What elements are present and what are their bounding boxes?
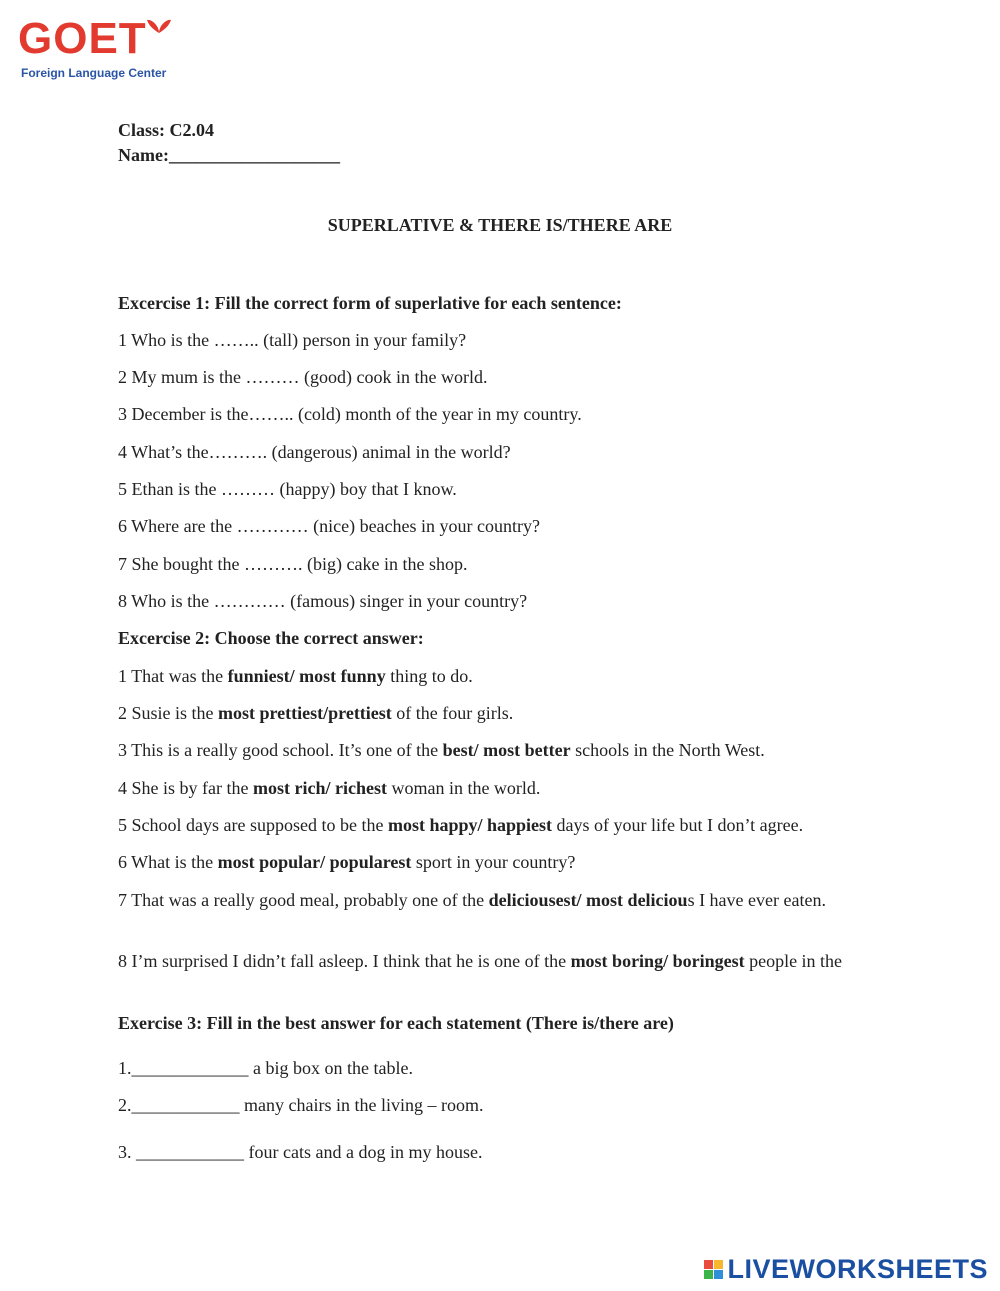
- exercise2-item: 5 School days are supposed to be the most happy/ happiest days of your life but I don’t agree.: [118, 815, 804, 835]
- exercise2-item: 4 She is by far the most rich/ richest woman in the world.: [118, 778, 541, 798]
- exercise1-item: 4 What’s the………. (dangerous) animal in the world?: [118, 442, 511, 462]
- class-line: Class: C2.04: [118, 120, 215, 140]
- exercise2-item: 6 What is the most popular/ popularest sport in your country?: [118, 852, 576, 872]
- exercise1-item: 5 Ethan is the ……… (happy) boy that I know.: [118, 479, 457, 499]
- exercise1-item: 2 My mum is the ……… (good) cook in the world.: [118, 367, 488, 387]
- goet-logo: [18, 14, 178, 86]
- exercise1-heading: Excercise 1: Fill the correct form of superlative for each sentence:: [118, 293, 622, 313]
- logo-wordmark: GOET: [18, 14, 147, 63]
- exercise2-item: 8 I’m surprised I didn’t fall asleep. I think that he is one of the most boring/ boringest people in the: [118, 951, 843, 971]
- page-title: SUPERLATIVE & THERE IS/THERE ARE: [327, 215, 673, 235]
- liveworksheets-logo-icon: [704, 1260, 723, 1279]
- exercise2-heading: Excercise 2: Choose the correct answer:: [118, 628, 424, 648]
- exercise1-item: 7 She bought the ………. (big) cake in the shop.: [118, 554, 468, 574]
- liveworksheets-wordmark: LIVEWORKSHEETS: [727, 1253, 988, 1284]
- exercise2-item: 7 That was a really good meal, probably one of the deliciousest/ most delicious I have ever eaten.: [118, 890, 826, 910]
- exercise1-item: 8 Who is the ………… (famous) singer in your country?: [118, 591, 528, 611]
- leaf-icon: [146, 16, 172, 34]
- liveworksheets-brand: [704, 1255, 988, 1283]
- exercise3-heading: Exercise 3: Fill in the best answer for each statement (There is/there are): [118, 1013, 674, 1033]
- exercise2-item: 1 That was the funniest/ most funny thing to do.: [118, 666, 473, 686]
- name-line: Name:___________________: [118, 145, 340, 165]
- exercise3-item: 2.____________ many chairs in the living – room.: [118, 1095, 484, 1115]
- exercise2-item: 3 This is a really good school. It’s one of the best/ most better schools in the North West.: [118, 740, 765, 760]
- exercise1-item: 1 Who is the …….. (tall) person in your family?: [118, 330, 467, 350]
- exercise1-item: 3 December is the…….. (cold) month of the year in my country.: [118, 404, 582, 424]
- logo-subtitle: Foreign Language Center: [21, 66, 167, 80]
- exercise3-item: 1._____________ a big box on the table.: [118, 1058, 413, 1078]
- exercise2-item: 2 Susie is the most prettiest/prettiest of the four girls.: [118, 703, 514, 723]
- exercise1-item: 6 Where are the ………… (nice) beaches in your country?: [118, 516, 540, 536]
- exercise3-item: 3. ____________ four cats and a dog in my house.: [118, 1142, 483, 1162]
